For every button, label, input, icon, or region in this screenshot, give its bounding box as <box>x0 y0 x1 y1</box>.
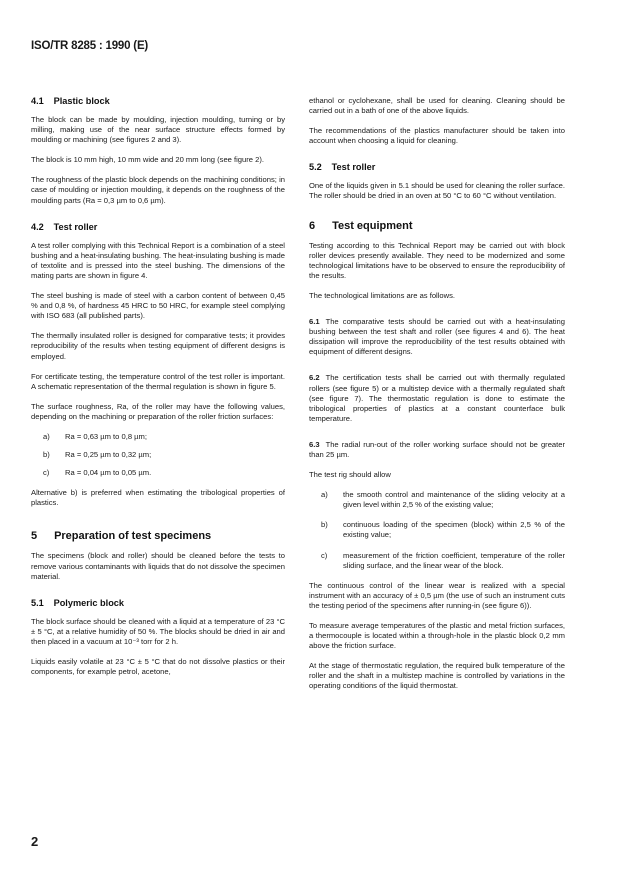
paragraph: Testing according to this Technical Report may be carried out with block roller devices presently available. They need to be modernized and some technological limitations have to be observed to ensure the reproducibility of the results. <box>309 240 565 280</box>
section-title: Plastic block <box>53 96 110 106</box>
list-item <box>31 468 285 478</box>
paragraph: Alternative b) is preferred when estimating the tribological properties of plastics. <box>31 488 285 508</box>
paragraph: For certificate testing, the temperature control of the test roller is important. A schematic representation of the thermal regulation is shown in figure 5. <box>31 371 285 391</box>
list-text: the smooth control and maintenance of the sliding velocity at a given level within 2,5 % of the existing value; <box>343 490 565 510</box>
clause-6-3 <box>309 440 565 460</box>
clause-6-1 <box>309 317 565 357</box>
section-title: Test equipment <box>332 219 413 232</box>
paragraph: The thermally insulated roller is designed for comparative tests; it provides reproducibility of the results when testing equipment of different designs is employed. <box>31 331 285 361</box>
clause-number: 6.2 <box>309 373 320 383</box>
list-text: measurement of the friction coefficient, temperature of the roller sliding surface, and the linear wear of the block. <box>343 550 565 570</box>
paragraph: The continuous control of the linear wear is realized with a special instrument with an accuracy of ± 0,5 µm (the use of such an instrument cuts the testing period of the specimens after running-in (see figure 6)). <box>309 580 565 610</box>
list-label: a) <box>321 490 328 500</box>
section-title: Test roller <box>53 221 98 232</box>
section-6-heading <box>309 220 565 232</box>
clause-text: The radial run-out of the roller working surface should not be greater than 25 µm. <box>309 439 565 459</box>
list-text: Ra = 0,63 µm to 0,8 µm; <box>65 431 147 441</box>
list-text: continuous loading of the specimen (block) within 2,5 % of the existing value; <box>343 520 565 540</box>
paragraph: The block surface should be cleaned with a liquid at a temperature of 23 °C ± 5 °C, at a relative humidity of 50 %. The blocks should be dried in air and then placed in a vacuum at 10⁻³ torr for 2 h. <box>31 616 285 646</box>
list-text: Ra = 0,25 µm to 0,32 µm; <box>65 450 152 460</box>
section-number: 4.2 <box>31 221 44 232</box>
section-number: 5.2 <box>309 162 322 173</box>
left-column <box>31 96 285 677</box>
paragraph: The roughness of the plastic block depends on the machining conditions; in case of moulding or injection moulding, it depends on the roughness of the moulding parts (Ra = 0,3 µm to 0,6 µm). <box>31 175 285 205</box>
section-5-2-heading <box>309 162 565 172</box>
clause-6-2 <box>309 373 565 423</box>
list-text: Ra = 0,04 µm to 0,05 µm. <box>65 468 152 478</box>
paragraph: The specimens (block and roller) should be cleaned before the tests to remove various contaminants with liquids that do not dissolve the specimen material. <box>31 551 285 581</box>
list-item <box>309 490 565 510</box>
list-item <box>31 432 285 442</box>
paragraph: The block is 10 mm high, 10 mm wide and 20 mm long (see figure 2). <box>31 155 264 165</box>
section-4-2-heading <box>31 222 285 232</box>
clause-number: 6.3 <box>309 439 320 449</box>
list-label: c) <box>43 468 50 478</box>
paragraph: The test rig should allow <box>309 470 391 480</box>
clause-number: 6.1 <box>309 317 320 327</box>
list-item <box>31 450 285 460</box>
section-title: Preparation of test specimens <box>54 530 212 543</box>
right-column <box>309 96 565 692</box>
paragraph: Liquids easily volatile at 23 °C ± 5 °C that do not dissolve plastics or their components, for example petrol, acetone, <box>31 657 285 677</box>
section-title: Test roller <box>331 162 376 173</box>
paragraph: To measure average temperatures of the plastic and metal friction surfaces, a thermocouple is located within a through-hole in the plastic block 0,2 mm above the friction surface. <box>309 621 565 651</box>
clause-text: The certification tests shall be carried out with thermally regulated rollers (see figure 5) or a multistep device with a thermally regulated shaft (see figure 7). The thermostatic regulation is done to estimate the tribological properties of plastics at a constant counterface bulk temperature. <box>309 373 565 423</box>
section-5-1-heading <box>31 598 285 608</box>
section-number: 4.1 <box>31 96 44 106</box>
paragraph: The recommendations of the plastics manufacturer should be taken into account when choosing a liquid for cleaning. <box>309 126 565 146</box>
section-4-1-heading <box>31 96 285 106</box>
paragraph: A test roller complying with this Technical Report is a combination of a steel bushing and a heat-insulating bushing. The heat-insulating bushing is made of textolite and is pressed into the steel bushing. The dimensions of the mating parts are shown in figure 4. <box>31 240 286 280</box>
section-number: 6 <box>309 219 316 232</box>
list-label: c) <box>321 550 328 560</box>
paragraph: The steel bushing is made of steel with a carbon content of between 0,45 % and 0,8 %, of hardness 45 HRC to 50 HRC, for example steel complying with ISO 683 (all published parts). <box>31 291 285 321</box>
section-title: Polymeric block <box>53 597 125 608</box>
list-label: a) <box>43 431 50 441</box>
paragraph: The technological limitations are as follows. <box>309 290 456 300</box>
list-item <box>309 551 565 571</box>
section-number: 5 <box>31 530 38 543</box>
section-5-heading <box>31 530 285 542</box>
page-number: 2 <box>31 834 39 849</box>
clause-text: The comparative tests should be carried out with a heat-insulating bushing between the test shaft and roller (see figures 4 and 6). The heat dissipation will improve the reproducibility of the test results obtained with equipment of different designs. <box>309 317 565 357</box>
paragraph: One of the liquids given in 5.1 should be used for cleaning the roller surface. The roller should be dried in an oven at 50 °C to 60 °C without ventilation. <box>309 181 565 201</box>
list-label: b) <box>321 520 328 530</box>
list-item <box>309 520 565 540</box>
paragraph: ethanol or cyclohexane, shall be used for cleaning. Cleaning should be carried out in a bath of one of the above liquids. <box>309 96 565 116</box>
paragraph: At the stage of thermostatic regulation, the required bulk temperature of the roller and the shaft in a multistep machine is controlled by variations in the operating conditions of the liquid thermostat. <box>309 661 565 691</box>
list-label: b) <box>43 450 50 460</box>
paragraph: The surface roughness, Ra, of the roller may have the following values, depending on the machining or preparation of the roller friction surfaces: <box>31 401 285 421</box>
paragraph: The block can be made by moulding, injection moulding, turning or by milling, making use of the near surface structure effects formed by moulding or machining (see figures 2 and 3). <box>31 115 285 145</box>
document-header: ISO/TR 8285 : 1990 (E) <box>31 40 149 52</box>
section-number: 5.1 <box>31 597 44 608</box>
